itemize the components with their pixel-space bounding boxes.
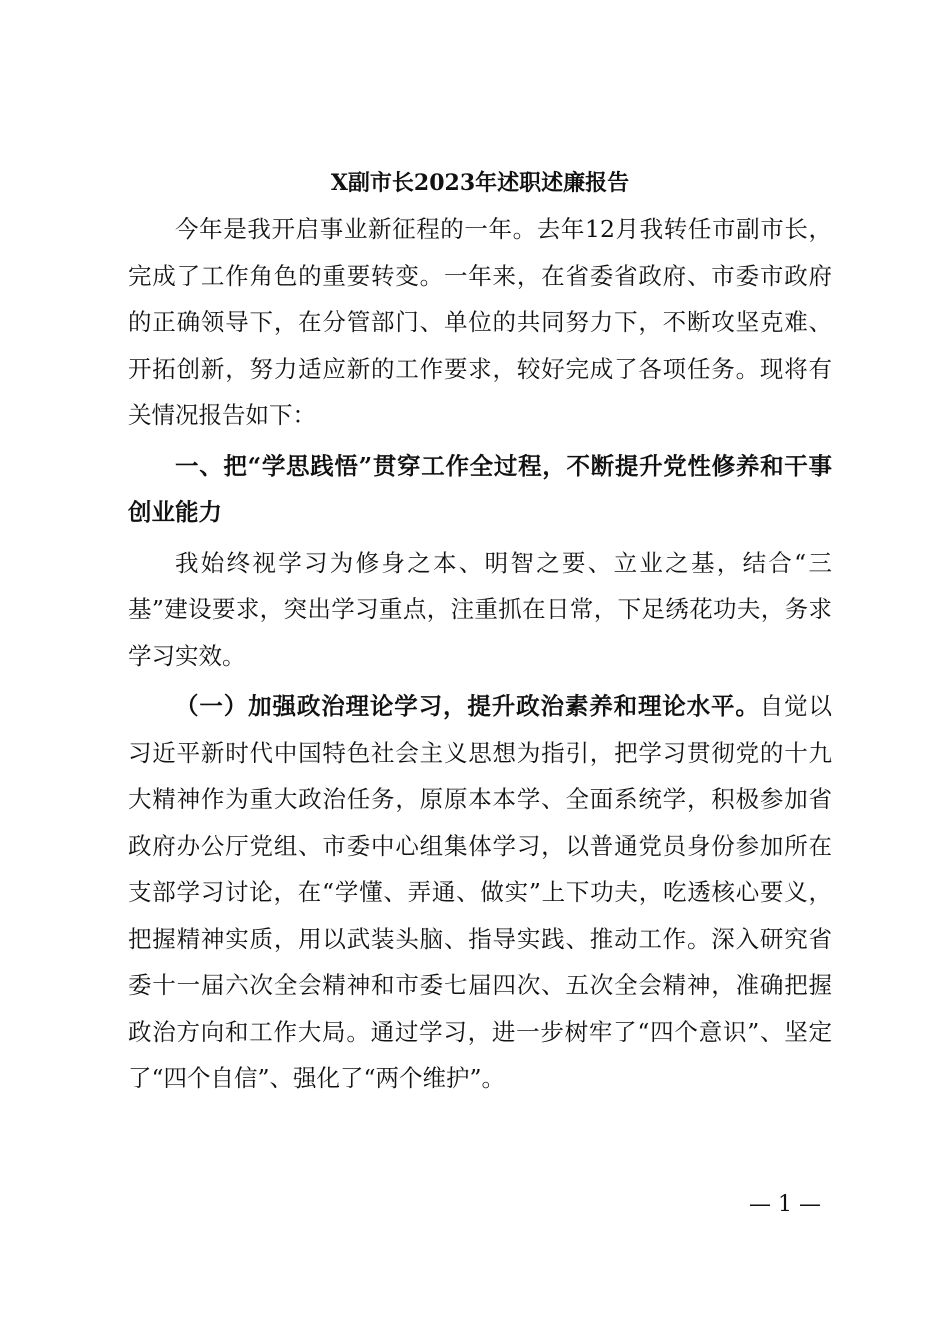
section1-heading: 一、把“学思践悟”贯穿工作全过程，不断提升党性修养和干事创业能力 (128, 451, 832, 526)
section1-paragraph: 我始终视学习为修身之本、明智之要、立业之基，结合“三基”建设要求，突出学习重点，注重抓在日常，下足绣花功夫，务求学习实效。 (128, 548, 832, 670)
subsection1-paragraph (128, 683, 832, 1102)
subsection1-body: 自觉以习近平新时代中国特色社会主义思想为指引，把学习贯彻党的十九大精神作为重大政治任务，原原本本学、全面系统学，积极参加省政府办公厅党组、市委中心组集体学习，以普通党员身份参加所在支部学习讨论，在“学懂、弄通、做实”上下功夫，吃透核心要义，把握精神实质，用以武装头脑、指导实践、推动工作。深入研究省委十一届六次全会精神和市委七届四次、五次全会精神，准确把握政治方向和工作大局。通过学习，进一步树牢了“四个意识”、坚定了“四个自信”、强化了“两个维护”。 (128, 692, 833, 1092)
intro-paragraph: 今年是我开启事业新征程的一年。去年12月我转任市副市长，完成了工作角色的重要转变。一年来，在省委省政府、市委市政府的正确领导下，在分管部门、单位的共同努力下，不断攻坚克难、开拓创新，努力适应新的工作要求，较好完成了各项任务。现将有关情况报告如下： (128, 215, 832, 429)
page-number: — 1 — (749, 1192, 821, 1217)
document-title: X副市长2023年述职述廉报告 (330, 170, 630, 196)
document-body (128, 160, 832, 1102)
subsection1-heading: （一）加强政治理论学习，提升政治素养和理论水平。 (175, 692, 760, 720)
